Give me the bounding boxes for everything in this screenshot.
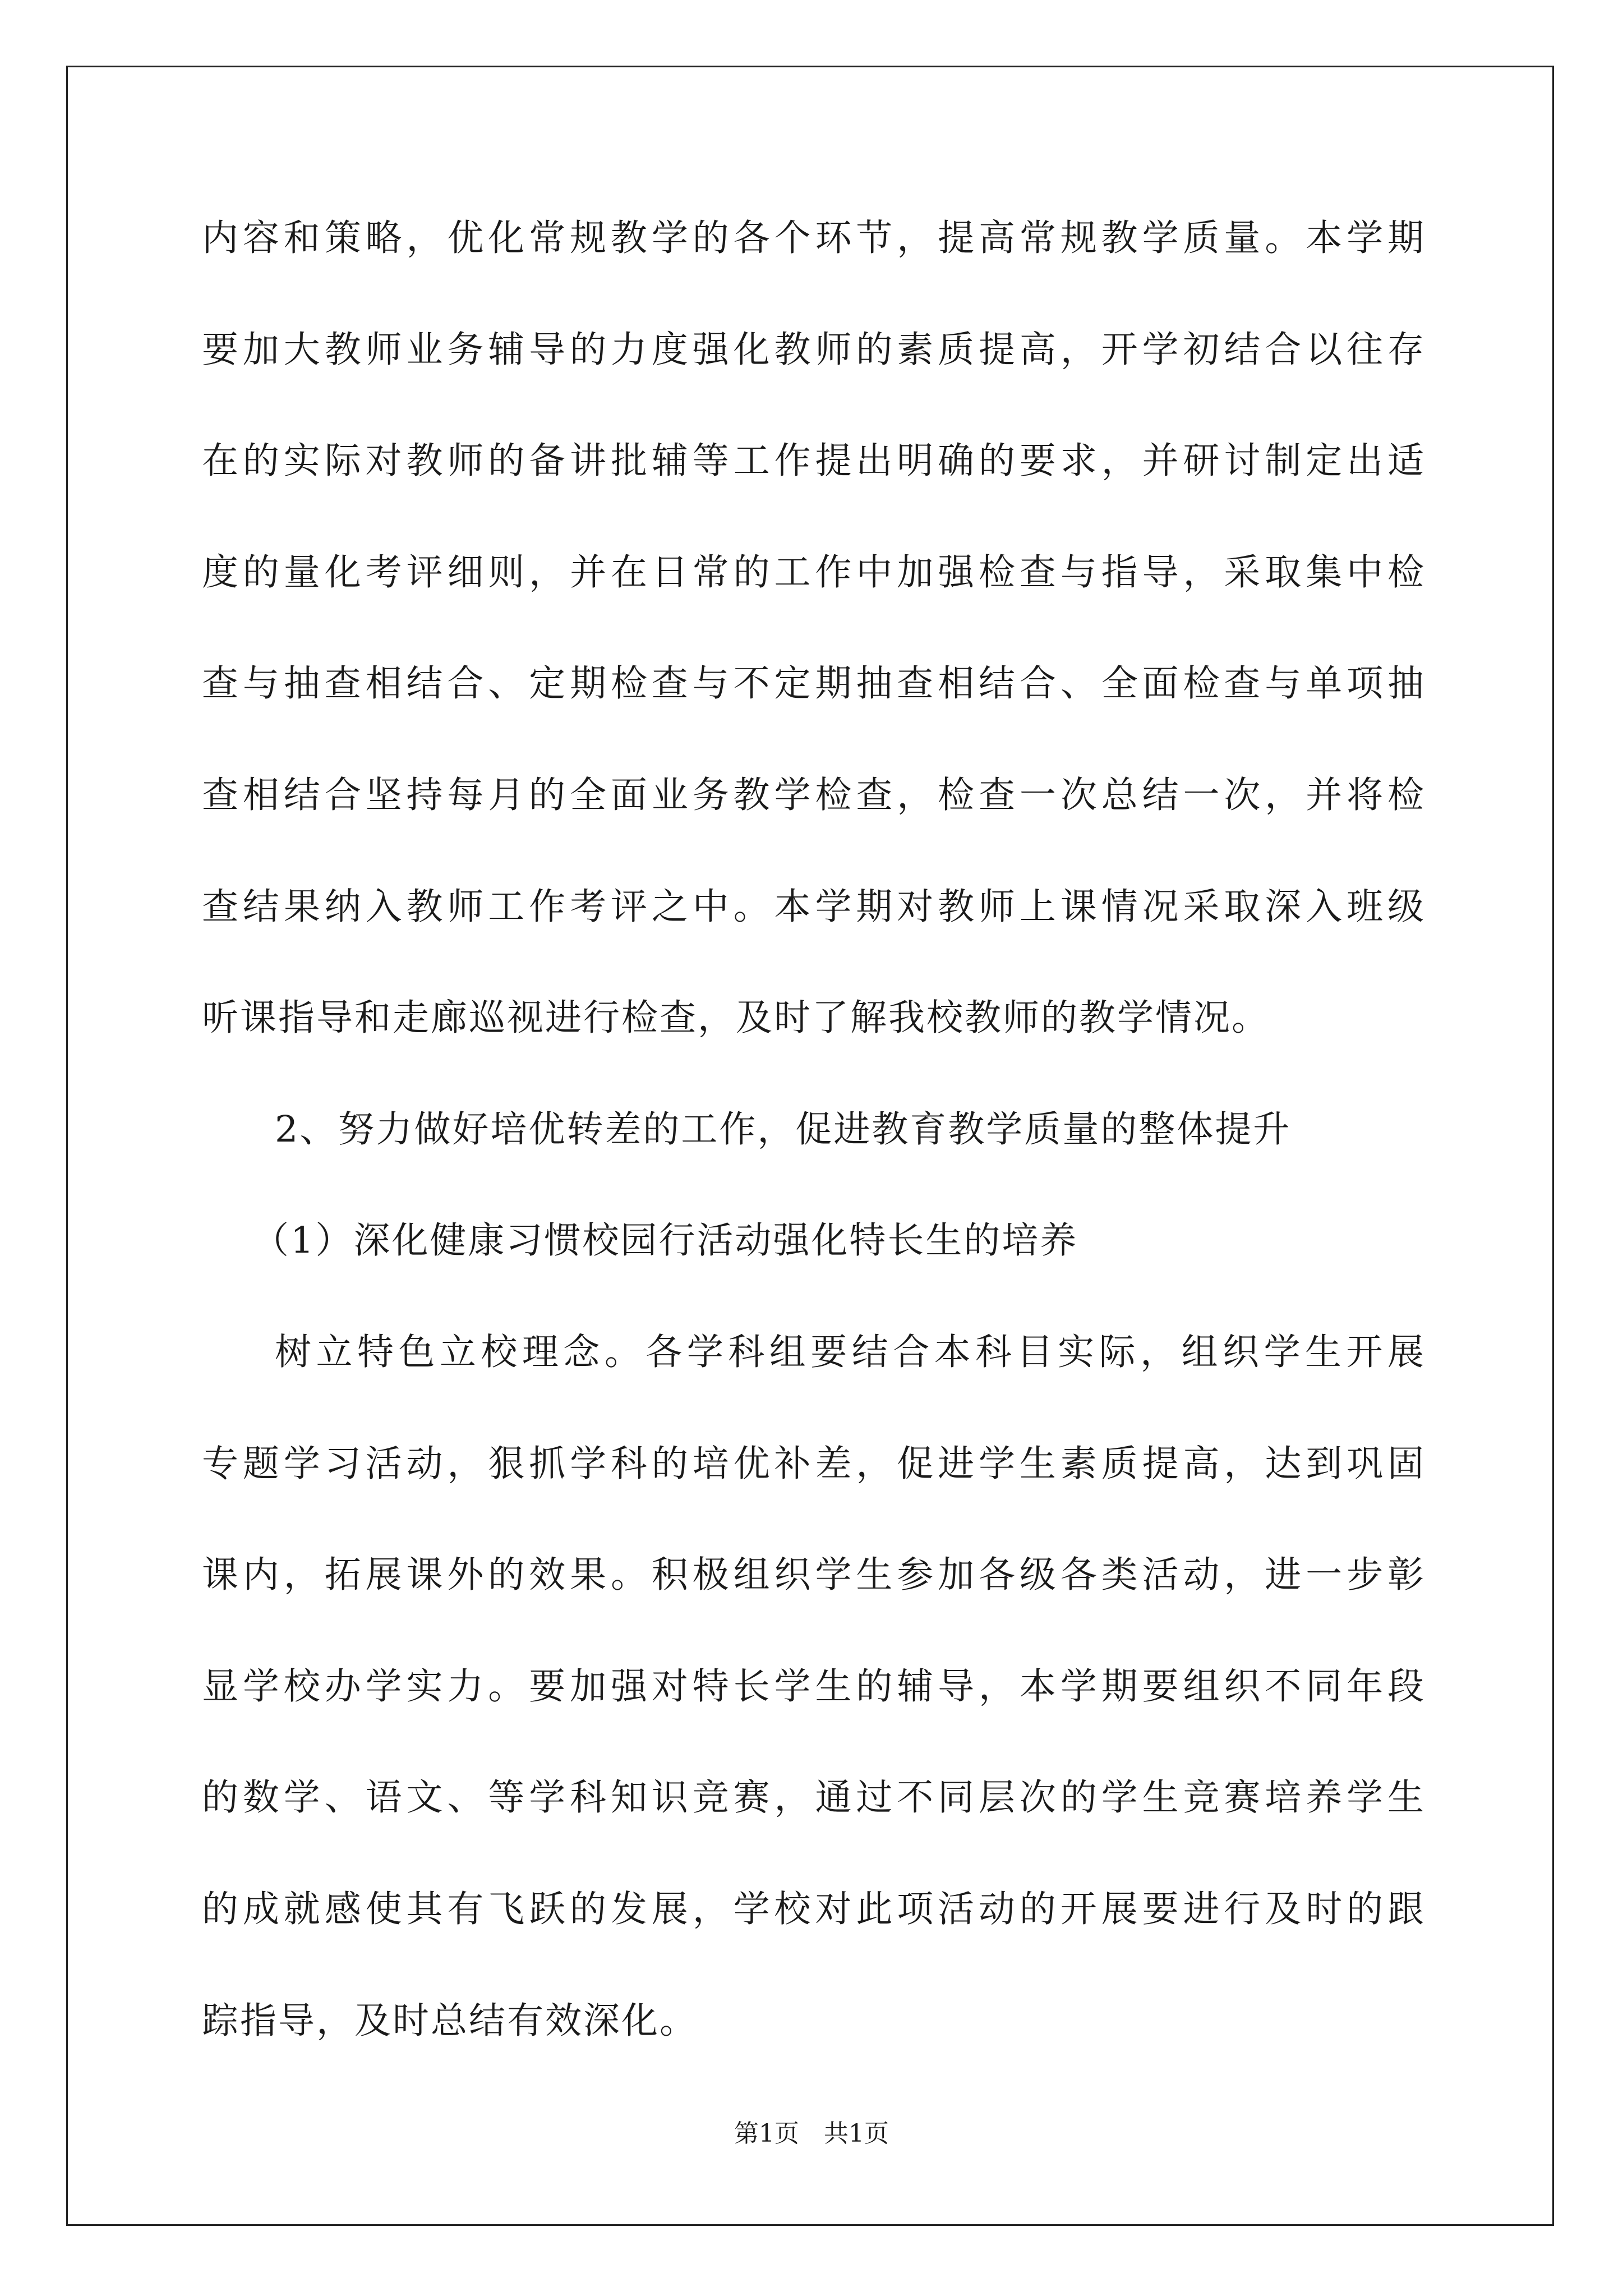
page-footer: 第1页 共1页: [734, 2119, 889, 2148]
paragraph-first-line: 树立特色立校理念。各学科组要结合本科目实际，组织学生开展: [275, 1331, 1426, 1373]
text-line: 课内，拓展课外的效果。积极组织学生参加各级各类活动，进一步彰: [202, 1554, 1426, 1596]
text-line: 听课指导和走廊巡视进行检查，及时了解我校教师的教学情况。: [202, 997, 1270, 1039]
subsection-heading: （1）深化健康习惯校园行活动强化特长生的培养: [252, 1220, 1078, 1262]
text-line: 的数学、语文、等学科知识竞赛，通过不同层次的学生竞赛培养学生: [202, 1777, 1426, 1819]
text-line: 度的量化考评细则，并在日常的工作中加强检查与指导，采取集中检: [202, 551, 1426, 593]
text-line: 专题学习活动，狠抓学科的培优补差，促进学生素质提高，达到巩固: [202, 1442, 1426, 1485]
text-line: 显学校办学实力。要加强对特长学生的辅导，本学期要组织不同年段: [202, 1665, 1426, 1708]
text-line: 查与抽查相结合、定期检查与不定期抽查相结合、全面检查与单项抽: [202, 662, 1426, 705]
text-line: 的成就感使其有飞跃的发展，学校对此项活动的开展要进行及时的跟: [202, 1888, 1426, 1930]
text-line: 在的实际对教师的备讲批辅等工作提出明确的要求，并研讨制定出适: [202, 440, 1426, 482]
section-heading: 2、努力做好培优转差的工作，促进教育教学质量的整体提升: [275, 1108, 1292, 1151]
text-line: 要加大教师业务辅导的力度强化教师的素质提高，开学初结合以往存: [202, 328, 1426, 371]
document-body: [202, 217, 1426, 2114]
text-line: 踪指导，及时总结有效深化。: [202, 1999, 698, 2042]
text-line: 查相结合坚持每月的全面业务教学检查，检查一次总结一次，并将检: [202, 774, 1426, 816]
text-line: 查结果纳入教师工作考评之中。本学期对教师上课情况采取深入班级: [202, 885, 1426, 928]
text-line: 内容和策略，优化常规教学的各个环节，提高常规教学质量。本学期: [202, 217, 1426, 259]
